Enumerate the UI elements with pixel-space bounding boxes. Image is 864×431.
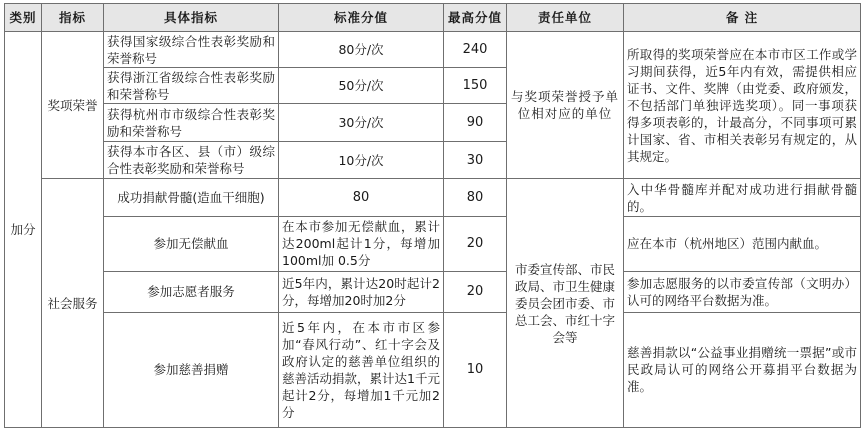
specific-indicator: 参加无偿献血 xyxy=(104,217,279,272)
max-score: 20 xyxy=(444,271,507,312)
header-row xyxy=(5,4,861,32)
responsible-unit-awards: 与奖项荣誉授予单位相对应的单位 xyxy=(507,32,624,179)
specific-indicator: 获得国家级综合性表彰奖励和荣誉称号 xyxy=(104,32,279,68)
remarks: 应在本市（杭州地区）范围内献血。 xyxy=(624,217,861,272)
indicator-social-service: 社会服务 xyxy=(42,179,104,428)
specific-indicator: 获得杭州市市级综合性表彰奖励和荣誉称号 xyxy=(104,104,279,142)
standard-score: 80 xyxy=(279,179,444,217)
responsible-unit-social: 市委宣传部、市民政局、市卫生健康委员会团市委、市总工会、市红十字会等 xyxy=(507,179,624,428)
header-indicator: 指标 xyxy=(42,4,104,32)
table-row xyxy=(5,312,861,427)
table-row xyxy=(5,179,861,217)
max-score: 150 xyxy=(444,68,507,104)
remarks: 慈善捐款以“公益事业捐赠统一票据”或市民政局认可的网络公开募捐平台数据为准。 xyxy=(624,312,861,427)
max-score: 20 xyxy=(444,217,507,272)
header-category: 类别 xyxy=(5,4,42,32)
remarks: 入中华骨髓库并配对成功进行捐献骨髓的。 xyxy=(624,179,861,217)
max-score: 30 xyxy=(444,142,507,179)
standard-score: 10分/次 xyxy=(279,142,444,179)
standard-score: 近5年内，累计达20时起计2分，每增加20时加2分 xyxy=(279,271,444,312)
standard-score: 30分/次 xyxy=(279,104,444,142)
header-responsible-unit: 责任单位 xyxy=(507,4,624,32)
scoring-table xyxy=(4,3,861,428)
table-row xyxy=(5,32,861,68)
max-score: 80 xyxy=(444,179,507,217)
standard-score: 在本市参加无偿献血，累计达200ml起计1分，每增加100ml加 0.5分 xyxy=(279,217,444,272)
max-score: 90 xyxy=(444,104,507,142)
header-standard-score: 标准分值 xyxy=(279,4,444,32)
remarks-awards: 所取得的奖项荣誉应在本市市区工作或学习期间获得，近5年内有效，需提供相应证书、文件、奖牌（由党委、政府颁发，不包括部门单独评选奖项）。同一事项获得多项表彰的，计最高分，不同事项可累计国家、省、市相关表彰另有规定的，从其规定。 xyxy=(624,32,861,179)
specific-indicator: 成功捐献骨髓(造血干细胞) xyxy=(104,179,279,217)
remarks: 参加志愿服务的以市委宣传部（文明办）认可的网络平台数据为准。 xyxy=(624,271,861,312)
specific-indicator: 获得本市各区、县（市）级综合性表彰奖励和荣誉称号 xyxy=(104,142,279,179)
header-max-score: 最高分值 xyxy=(444,4,507,32)
specific-indicator: 参加志愿者服务 xyxy=(104,271,279,312)
max-score: 10 xyxy=(444,312,507,427)
table-row xyxy=(5,217,861,272)
standard-score: 80分/次 xyxy=(279,32,444,68)
standard-score: 近5年内，在本市市区参加“春风行动”、红十字会及政府认定的慈善单位组织的慈善活动捐款，累计达1千元起计2分，每增加1千元加2分 xyxy=(279,312,444,427)
indicator-awards: 奖项荣誉 xyxy=(42,32,104,179)
table-row xyxy=(5,271,861,312)
header-specific-indicator: 具体指标 xyxy=(104,4,279,32)
max-score: 240 xyxy=(444,32,507,68)
header-remarks: 备 注 xyxy=(624,4,861,32)
specific-indicator: 获得浙江省级综合性表彰奖励和荣誉称号 xyxy=(104,68,279,104)
category-cell: 加分 xyxy=(5,32,42,428)
specific-indicator: 参加慈善捐赠 xyxy=(104,312,279,427)
standard-score: 50分/次 xyxy=(279,68,444,104)
